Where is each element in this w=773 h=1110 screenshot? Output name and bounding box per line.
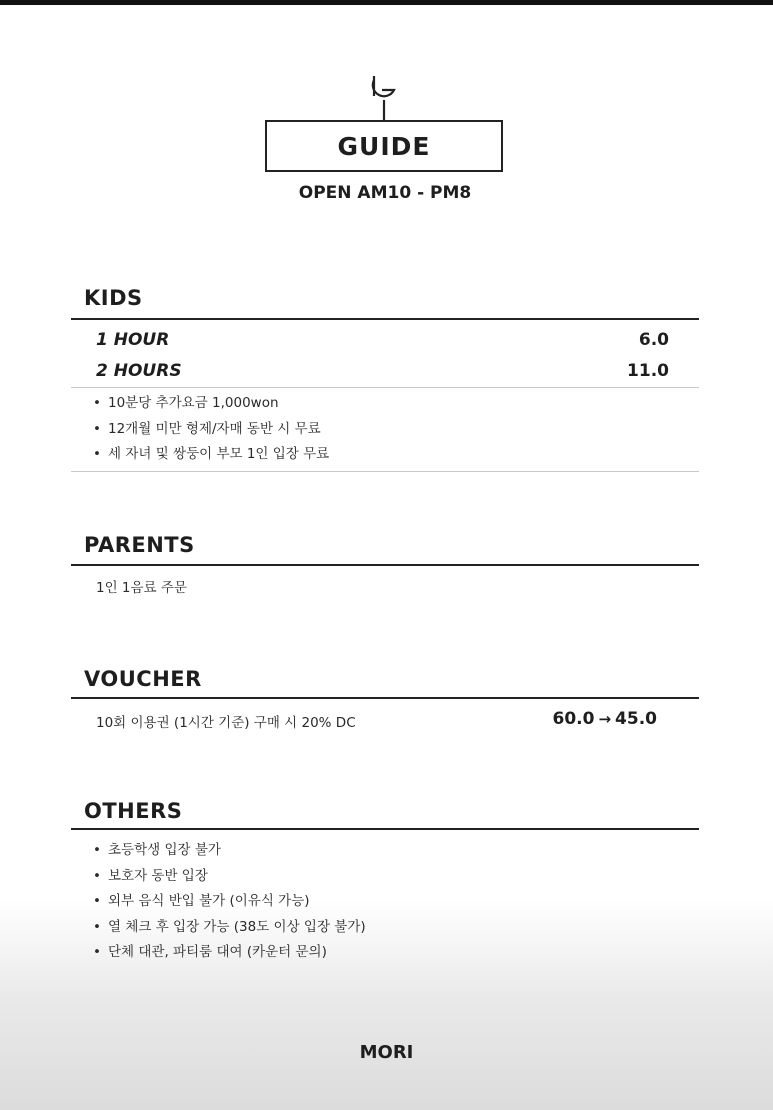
opening-hours: OPEN AM10 - PM8: [298, 183, 472, 203]
voucher-divider: [71, 697, 699, 699]
parents-note: 1인 1음료 주문: [96, 580, 187, 596]
page-title: GUIDE: [337, 131, 431, 161]
section-title-parents: PARENTS: [84, 533, 195, 557]
list-item: • 열 체크 후 입장 가능 (38도 이상 입장 불가): [92, 915, 366, 941]
footer-brand: MORI: [359, 1042, 414, 1063]
parents-divider: [71, 564, 699, 566]
others-divider: [71, 828, 699, 830]
voucher-discount-price: 45.0: [615, 709, 657, 729]
guide-title-box: [265, 120, 503, 172]
list-item: • 10분당 추가요금 1,000won: [92, 391, 329, 417]
list-item: • 단체 대관, 파티룸 대여 (카운터 문의): [92, 940, 366, 966]
section-title-others: OTHERS: [84, 799, 183, 823]
kids-price-label-2hours: 2 HOURS: [96, 361, 182, 381]
kids-price-value-2hours: 11.0: [627, 361, 669, 381]
list-item: • 세 자녀 및 쌍둥이 부모 1인 입장 무료: [92, 442, 329, 468]
list-item: • 보호자 동반 입장: [92, 864, 366, 890]
section-title-voucher: VOUCHER: [84, 667, 202, 691]
kids-divider: [71, 318, 699, 320]
kids-notes-divider: [71, 471, 699, 472]
top-border: [0, 0, 773, 5]
voucher-description: 10회 이용권 (1시간 기준) 구매 시 20% DC: [96, 715, 356, 731]
section-title-kids: KIDS: [84, 286, 143, 310]
right-arrow-icon: →: [598, 710, 612, 728]
kids-notes-list: [92, 391, 329, 468]
voucher-price: [553, 709, 657, 729]
others-notes-list: [92, 838, 366, 966]
g-mark-logo-icon: [366, 74, 402, 122]
list-item: • 외부 음식 반입 불가 (이유식 가능): [92, 889, 366, 915]
kids-price-value-1hour: 6.0: [638, 330, 669, 350]
voucher-original-price: 60.0: [552, 709, 595, 729]
list-item: • 초등학생 입장 불가: [92, 838, 366, 864]
list-item: • 12개월 미만 형제/자매 동반 시 무료: [92, 417, 329, 443]
kids-price-divider: [71, 387, 699, 388]
kids-price-label-1hour: 1 HOUR: [96, 330, 170, 350]
